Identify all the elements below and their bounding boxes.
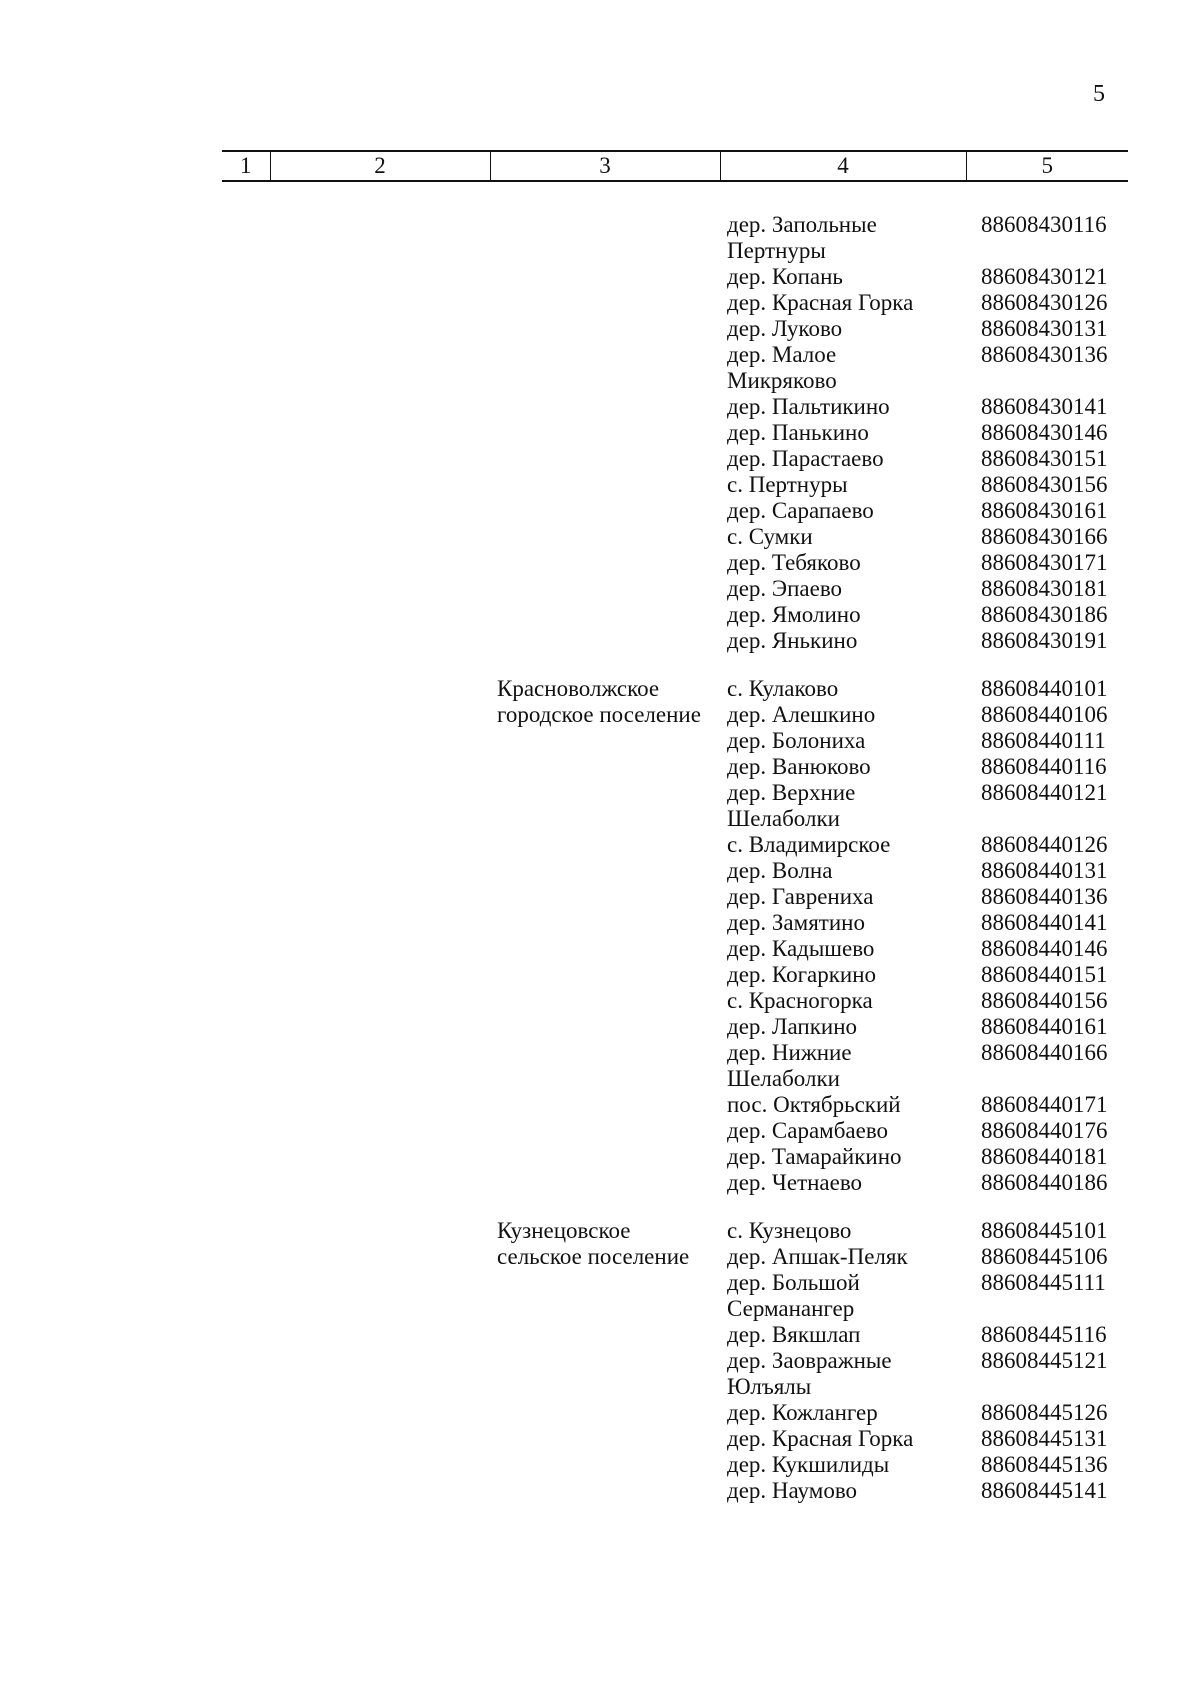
locality-name: дер. Сарамбаево [727,1118,889,1143]
locality-name: дер. Панькино [727,420,869,445]
oktmo-code: 88608430151 [981,446,1108,471]
locality-name: дер. Гаврениха [727,884,874,909]
locality-name: дер. Кадышево [727,936,875,961]
locality-name: дер. Тамарайкино [727,1144,902,1169]
locality-name: дер. Большой Серманангер [727,1270,860,1321]
oktmo-code: 88608430136 [981,342,1108,367]
locality-name: дер. Эпаево [727,576,843,601]
oktmo-code: 88608440166 [981,1040,1108,1065]
oktmo-code: 88608430186 [981,602,1108,627]
column-number-1: 1 [222,151,270,181]
locality-name: дер. Когаркино [727,962,877,987]
locality-name: дер. Запольные Пертнуры [727,212,877,263]
locality-name: дер. Красная Горка [727,1426,914,1451]
oktmo-code: 88608445136 [981,1452,1108,1477]
locality-name: дер. Наумово [727,1478,858,1503]
oktmo-code: 88608430166 [981,524,1108,549]
oktmo-code: 88608440146 [981,936,1108,961]
oktmo-code: 88608440136 [981,884,1108,909]
column-number-5: 5 [966,151,1128,181]
locality-name: с. Кулаково [727,676,839,701]
oktmo-code: 88608445111 [981,1270,1106,1295]
oktmo-code: 88608445101 [981,1218,1108,1243]
settlement-name: Красноволжское городское поселение [497,676,701,727]
oktmo-code: 88608430156 [981,472,1108,497]
oktmo-code: 88608445126 [981,1400,1108,1425]
oktmo-code: 88608440111 [981,728,1106,753]
locality-name: дер. Волна [727,858,833,883]
oktmo-code: 88608430171 [981,550,1108,575]
oktmo-code: 88608445106 [981,1244,1108,1269]
locality-name: дер. Апшак-Пеляк [727,1244,908,1269]
oktmo-code: 88608440106 [981,702,1108,727]
oktmo-code: 88608440176 [981,1118,1108,1143]
oktmo-code: 88608440161 [981,1014,1108,1039]
oktmo-code: 88608430161 [981,498,1108,523]
oktmo-code: 88608430146 [981,420,1108,445]
column-number-2: 2 [270,151,490,181]
locality-name: дер. Заовражные Юлъялы [727,1348,892,1399]
locality-name: дер. Копань [727,264,843,289]
oktmo-code: 88608445141 [981,1478,1108,1503]
oktmo-code: 88608445131 [981,1426,1108,1451]
column-number-4: 4 [720,151,966,181]
locality-name: с. Красногорка [727,988,873,1013]
locality-name: дер. Малое Микряково [727,342,837,393]
oktmo-code: 88608430116 [981,212,1107,237]
oktmo-code: 88608430126 [981,290,1108,315]
locality-name: дер. Парастаево [727,446,884,471]
locality-name: дер. Вякшлап [727,1322,861,1347]
locality-name: дер. Луково [727,316,843,341]
locality-name: дер. Верхние Шелаболки [727,780,856,831]
oktmo-code: 88608430131 [981,316,1108,341]
oktmo-code: 88608440121 [981,780,1108,805]
locality-name: дер. Тебяково [727,550,861,575]
locality-name: дер. Болониха [727,728,866,753]
locality-name: дер. Пальтикино [727,394,890,419]
settlement-name: Кузнецовское сельское поселение [497,1218,690,1269]
locality-name: дер. Четнаево [727,1170,863,1195]
locality-name: дер. Кукшилиды [727,1452,890,1477]
oktmo-code: 88608440171 [981,1092,1108,1117]
locality-name: пос. Октябрьский [727,1092,901,1117]
locality-name: с. Владимирское [727,832,891,857]
oktmo-code: 88608440181 [981,1144,1108,1169]
locality-name: дер. Красная Горка [727,290,914,315]
locality-name: с. Пертнуры [727,472,848,497]
oktmo-code: 88608440131 [981,858,1108,883]
page-number: 5 [1093,81,1105,107]
locality-name: дер. Ямолино [727,602,861,627]
oktmo-code: 88608445116 [981,1322,1107,1347]
oktmo-code: 88608445121 [981,1348,1108,1373]
oktmo-code: 88608440156 [981,988,1108,1013]
column-number-3: 3 [490,151,720,181]
oktmo-code: 88608430141 [981,394,1108,419]
locality-name: с. Кузнецово [727,1218,852,1243]
oktmo-code: 88608440186 [981,1170,1108,1195]
oktmo-code: 88608440101 [981,676,1108,701]
locality-name: дер. Янькино [727,628,858,653]
locality-name: дер. Лапкино [727,1014,858,1039]
locality-name: дер. Нижние Шелаболки [727,1040,852,1091]
oktmo-code: 88608440141 [981,910,1108,935]
oktmo-code: 88608430121 [981,264,1108,289]
locality-name: дер. Сарапаево [727,498,874,523]
locality-name: с. Сумки [727,524,813,549]
oktmo-code: 88608440151 [981,962,1108,987]
locality-name: дер. Замятино [727,910,865,935]
locality-name: дер. Кожлангер [727,1400,878,1425]
oktmo-code: 88608430191 [981,628,1108,653]
column-header-row [222,150,1128,182]
locality-name: дер. Ванюково [727,754,871,779]
oktmo-code: 88608440126 [981,832,1108,857]
locality-name: дер. Алешкино [727,702,876,727]
oktmo-code: 88608440116 [981,754,1107,779]
oktmo-code: 88608430181 [981,576,1108,601]
